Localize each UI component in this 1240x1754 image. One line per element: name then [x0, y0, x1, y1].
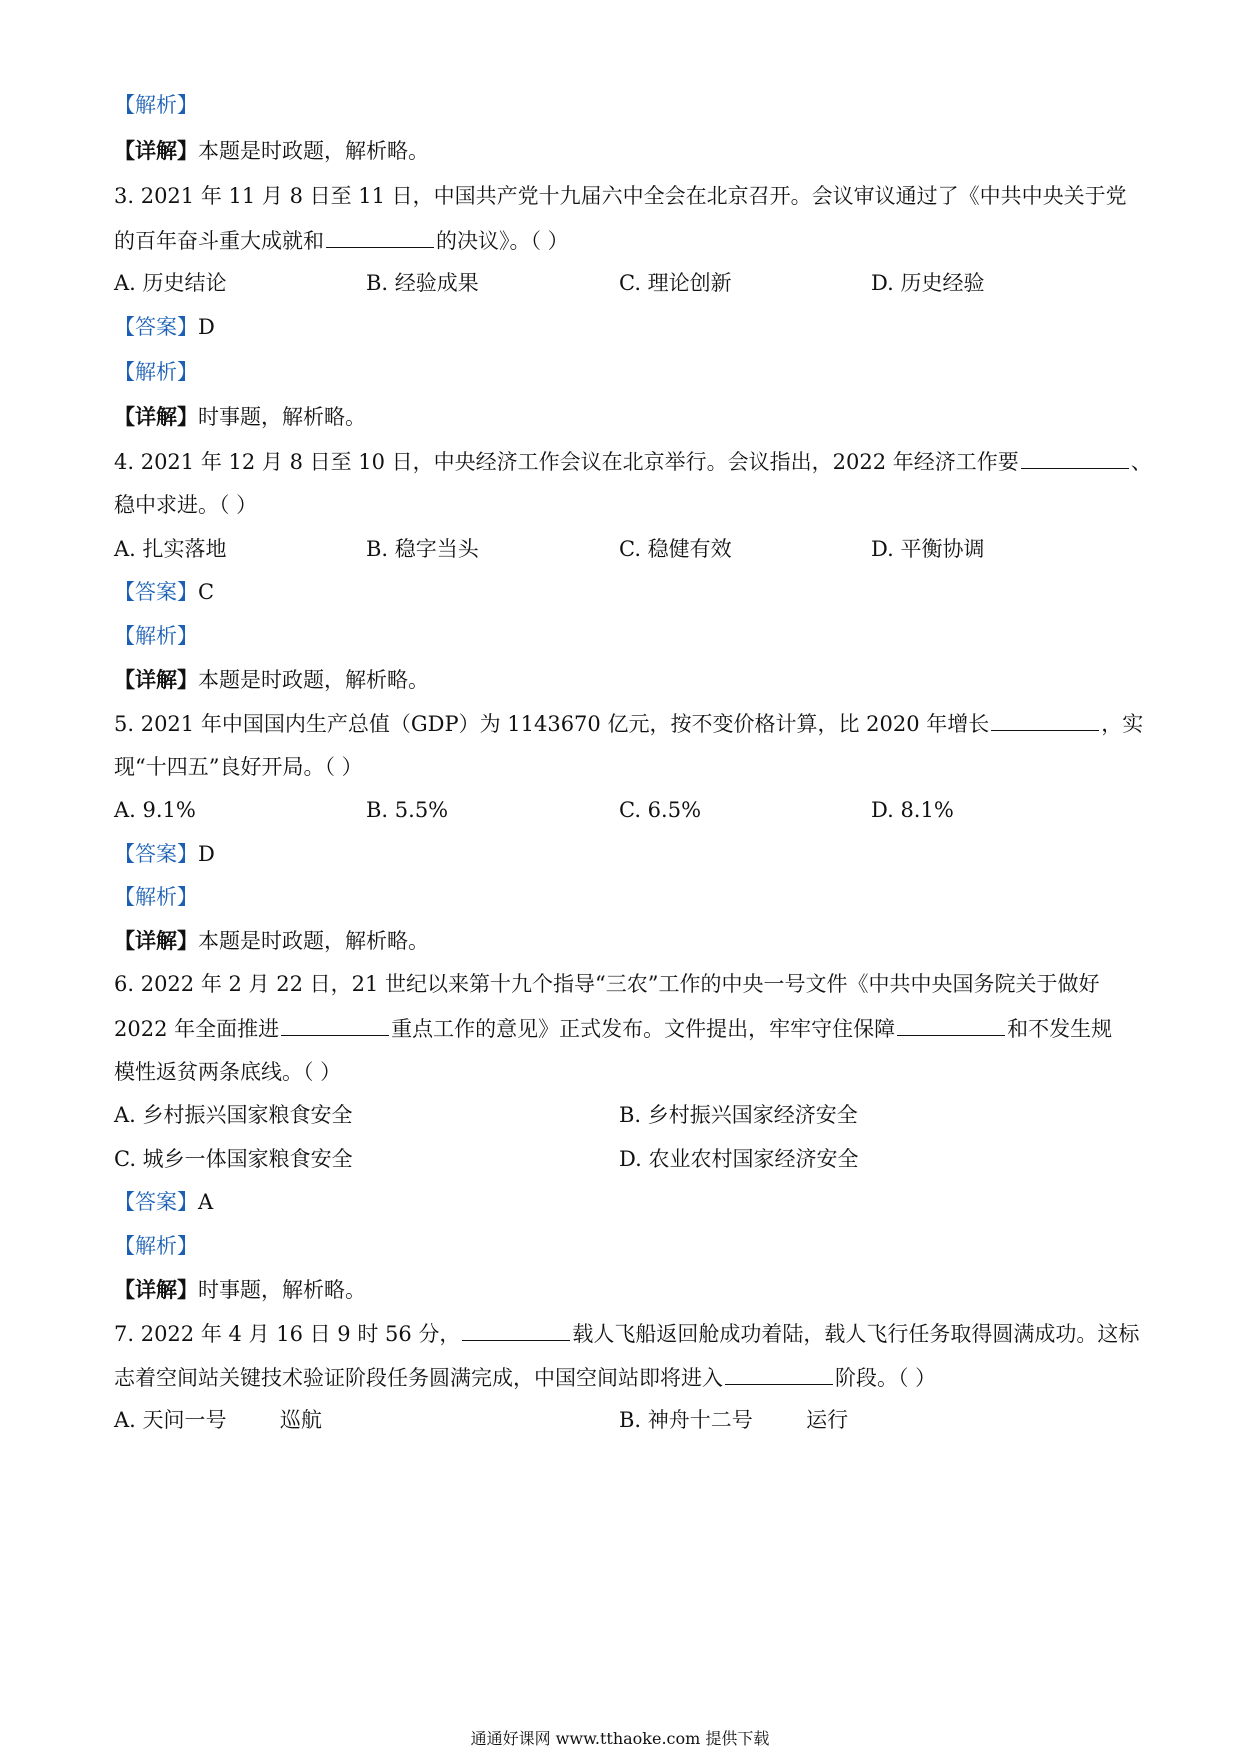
option-b: B. 神舟十二号 运行 — [619, 1408, 849, 1432]
answer-blank — [897, 1013, 1005, 1036]
question-4-stem-cont: 稳中求进。（ ） — [114, 493, 258, 517]
option-a: A. 天问一号 巡航 — [114, 1408, 322, 1432]
option-d: D. 历史经验 — [871, 271, 985, 295]
page-footer: 通通好课网 www.tthaoke.com 提供下载 — [470, 1729, 770, 1748]
answer-blank — [1021, 446, 1129, 469]
analysis-label: 【解析】 — [114, 360, 198, 384]
answer-line: 【答案】C — [114, 580, 215, 604]
answer-blank — [462, 1318, 570, 1341]
option-c: C. 理论创新 — [619, 271, 732, 295]
question-5-stem: 5. 2021 年中国国内生产总值（GDP）为 1143670 亿元，按不变价格计算，比 2020 年增长 ，实 — [114, 708, 1143, 739]
answer-line: 【答案】D — [114, 842, 215, 866]
option-d: D. 平衡协调 — [871, 537, 985, 561]
answer-line: 【答案】A — [114, 1190, 214, 1214]
detail-line: 【详解】本题是时政题，解析略。 — [114, 928, 429, 953]
detail-line: 【详解】本题是时政题，解析略。 — [114, 667, 429, 692]
answer-blank — [991, 708, 1099, 731]
option-b: B. 稳字当头 — [366, 537, 479, 561]
analysis-label: 【解析】 — [114, 624, 198, 648]
answer-blank — [725, 1362, 833, 1385]
question-6-stem-cont2: 模性返贫两条底线。（ ） — [114, 1060, 342, 1084]
option-b: B. 经验成果 — [366, 271, 479, 295]
question-6-stem-cont: 2022 年全面推进 重点工作的意见》正式发布。文件提出，牢牢守住保障 和不发生规 — [114, 1013, 1112, 1044]
answer-blank — [326, 225, 434, 248]
option-c: C. 稳健有效 — [619, 537, 732, 561]
detail-line: 【详解】时事题，解析略。 — [114, 1277, 366, 1302]
answer-blank — [281, 1013, 389, 1036]
question-4-stem: 4. 2021 年 12 月 8 日至 10 日，中央经济工作会议在北京举行。会议指出，2022 年经济工作要 、 — [114, 446, 1152, 477]
question-3-stem-cont: 的百年奋斗重大成就和 的决议》。（ ） — [114, 225, 569, 256]
option-a: A. 乡村振兴国家粮食安全 — [114, 1103, 353, 1127]
question-5-stem-cont: 现“十四五”良好开局。（ ） — [114, 755, 363, 779]
detail-line: 【详解】时事题，解析略。 — [114, 404, 366, 429]
option-c: C. 城乡一体国家粮食安全 — [114, 1147, 353, 1171]
option-a: A. 扎实落地 — [114, 537, 227, 561]
answer-line: 【答案】D — [114, 315, 215, 339]
analysis-label: 【解析】 — [114, 93, 198, 117]
question-3-stem: 3. 2021 年 11 月 8 日至 11 日，中国共产党十九届六中全会在北京召开。会议审议通过了《中共中央关于党 — [114, 184, 1127, 208]
question-7-stem-cont: 志着空间站关键技术验证阶段任务圆满完成，中国空间站即将进入 阶段。（ ） — [114, 1362, 936, 1393]
option-a: A. 历史结论 — [114, 271, 227, 295]
question-6-stem: 6. 2022 年 2 月 22 日，21 世纪以来第十九个指导“三农”工作的中央一号文件《中共中央国务院关于做好 — [114, 972, 1100, 996]
option-b: B. 5.5% — [366, 798, 449, 822]
option-a: A. 9.1% — [114, 798, 196, 822]
option-d: D. 农业农村国家经济安全 — [619, 1147, 859, 1171]
question-7-stem: 7. 2022 年 4 月 16 日 9 时 56 分， 载人飞船返回舱成功着陆，载人飞行任务取得圆满成功。这标 — [114, 1318, 1139, 1349]
option-c: C. 6.5% — [619, 798, 702, 822]
analysis-label: 【解析】 — [114, 885, 198, 909]
option-b: B. 乡村振兴国家经济安全 — [619, 1103, 858, 1127]
option-d: D. 8.1% — [871, 798, 954, 822]
analysis-label: 【解析】 — [114, 1234, 198, 1258]
detail-line: 【详解】本题是时政题，解析略。 — [114, 138, 429, 163]
